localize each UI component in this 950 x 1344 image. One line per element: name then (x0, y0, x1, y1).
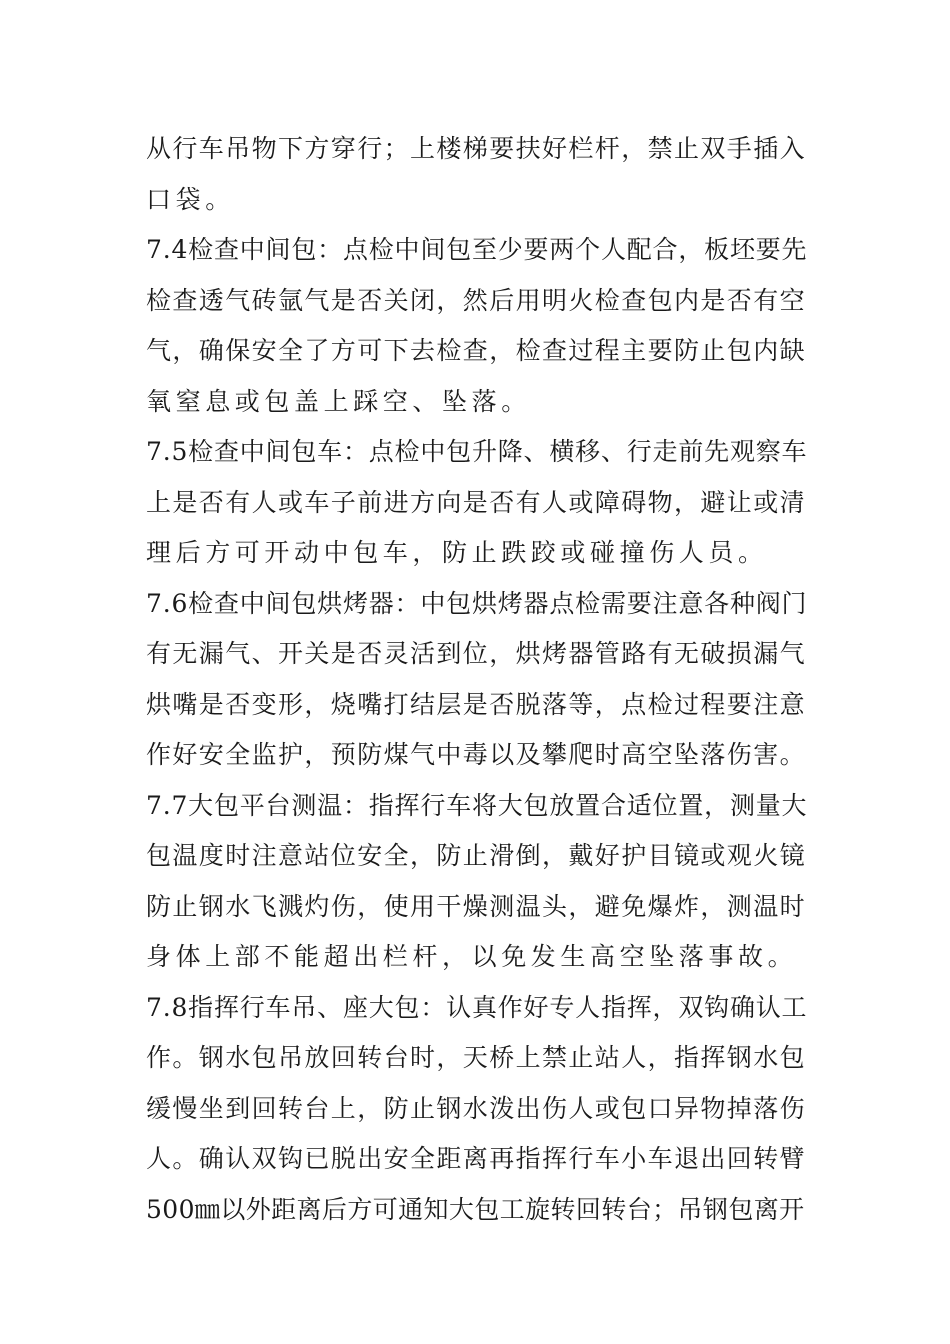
text-line: 氧窒息或包盖上踩空、坠落。 (146, 386, 531, 416)
text-line: 缓慢坐到回转台上，防止钢水泼出伤人或包口异物掉落伤 (146, 1093, 807, 1123)
text-line: 包温度时注意站位安全，防止滑倒，戴好护目镜或观火镜 (146, 841, 807, 870)
text-line: 从行车吊物下方穿行；上楼梯要扶好栏杆，禁止双手插入 (146, 134, 807, 163)
document-body (146, 124, 806, 1235)
text-line: 7.4检查中间包：点检中间包至少要两个人配合，板坯要先 (146, 235, 808, 264)
text-line: 上是否有人或车子前进方向是否有人或障碍物，避让或清 (146, 487, 807, 517)
text-line: 检查透气砖氩气是否关闭，然后用明火检查包内是否有空 (146, 285, 807, 315)
text-line: 有无漏气、开关是否灵活到位，烘烤器管路有无破损漏气 (146, 639, 807, 668)
text-line: 身体上部不能超出栏杆，以免发生高空坠落事故。 (146, 942, 798, 971)
text-line: 7.7大包平台测温：指挥行车将大包放置合适位置，测量大 (146, 790, 808, 820)
text-line: 作。钢水包吊放回转台时，天桥上禁止站人，指挥钢水包 (146, 1043, 807, 1072)
text-line: 防止钢水飞溅灼伤，使用干燥测温头，避免爆炸，测温时 (146, 891, 807, 921)
text-line: 500㎜以外距离后方可通知大包工旋转回转台；吊钢包离开 (146, 1194, 805, 1224)
text-line: 人。确认双钩已脱出安全距离再指挥行车小车退出回转臂 (146, 1144, 807, 1173)
text-line: 理后方可开动中包车，防止跌跤或碰撞伤人员。 (146, 538, 768, 567)
text-line: 作好安全监护，预防煤气中毒以及攀爬时高空坠落伤害。 (146, 740, 807, 769)
text-line: 7.5检查中间包车：点检中包升降、横移、行走前先观察车 (146, 437, 808, 466)
text-line: 7.8指挥行车吊、座大包：认真作好专人指挥，双钩确认工 (146, 992, 808, 1022)
text-line: 烘嘴是否变形，烧嘴打结层是否脱落等，点检过程要注意 (146, 689, 807, 719)
text-line: 气，确保安全了方可下去检查，检查过程主要防止包内缺 (146, 336, 807, 365)
text-line: 口袋。 (146, 184, 235, 214)
text-line: 7.6检查中间包烘烤器：中包烘烤器点检需要注意各种阀门 (146, 588, 808, 618)
